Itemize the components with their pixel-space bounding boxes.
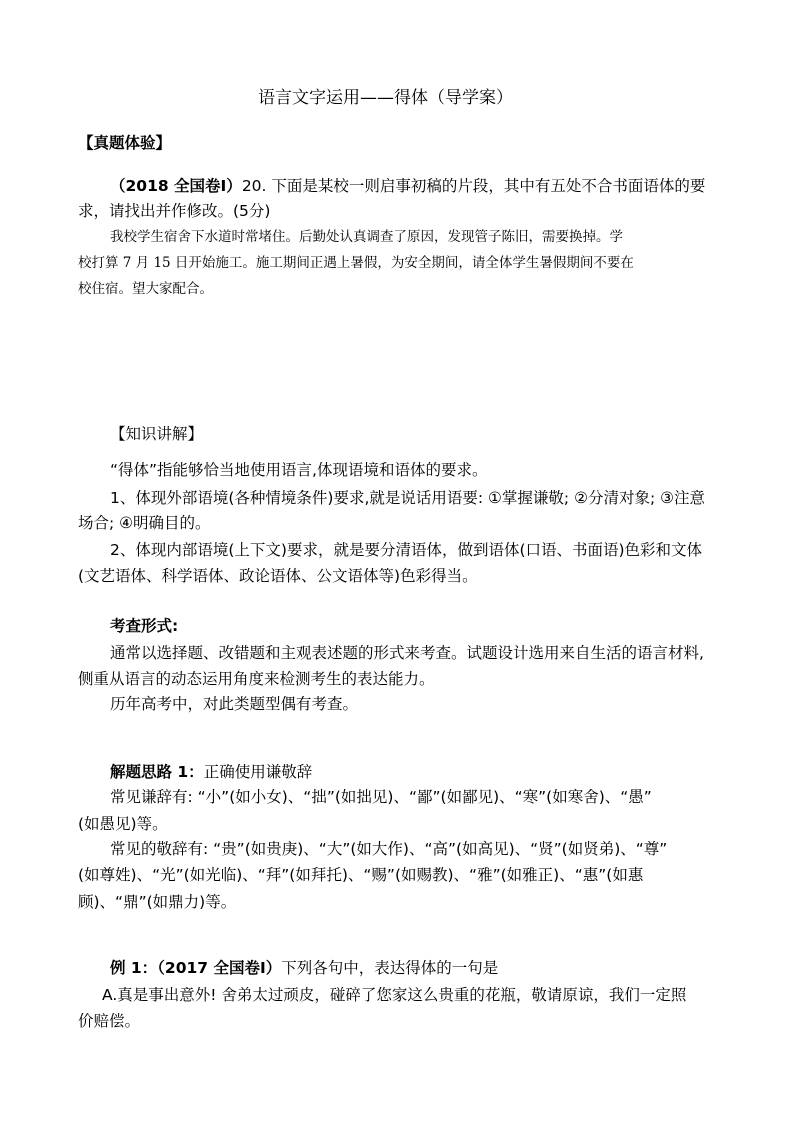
exam-form-line: 侧重从语言的动态运用角度来检测考生的表达能力。 [78, 670, 435, 688]
approach1-line: (如愚见)等。 [78, 815, 168, 833]
example1-option-a: A.真是事出意外! 舍弟太过顽皮，碰碎了您家这么贵重的花瓶，敬请原谅，我们一定照 [102, 986, 687, 1004]
section-heading-knowledge: 【知识讲解】 [110, 425, 204, 443]
knowledge-line: 1、体现外部语境(各种情境条件)要求,就是说话用语要: ①掌握谦敬; ②分清对象; ③注意 [110, 489, 706, 507]
exam-form-line: 通常以选择题、改错题和主观表述题的形式来考查。试题设计选用来自生活的语言材料, [110, 644, 704, 662]
example1-option-a-cont: 价赔偿。 [78, 1012, 141, 1030]
passage-line: 校住宿。望大家配合。 [78, 281, 213, 297]
approach1-line: 常见的敬辞有: “贵”(如贵庚)、“大”(如大作)、“高”(如高见)、“贤”(如贤弟)、“尊” [110, 840, 668, 858]
question-2018-source: （2018 全国卷Ⅰ） [110, 177, 242, 195]
exam-form-heading: 考查形式: [110, 617, 179, 635]
approach1-line: 常见谦辞有: “小”(如小女)、“拙”(如拙见)、“鄙”(如鄙见)、“寒”(如寒舍)、“愚” [110, 788, 652, 806]
question-2018-text: 20. 下面是某校一则启事初稿的片段，其中有五处不合书面语体的要 [241, 177, 706, 195]
passage-line: 校打算 7 月 15 日开始施工。施工期间正遇上暑假，为安全期间，请全体学生暑假期间不要在 [78, 255, 634, 271]
approach1-line: (如尊姓)、“光”(如光临)、“拜”(如拜托)、“赐”(如赐教)、“雅”(如雅正)、“惠”(如惠 [78, 866, 644, 884]
question-2018-line1 [110, 176, 705, 196]
knowledge-line: 2、体现内部语境(上下文)要求，就是要分清语体，做到语体(口语、书面语)色彩和文体 [110, 541, 703, 559]
exam-form-line: 历年高考中，对此类题型偶有考查。 [110, 695, 359, 713]
example1-line [110, 958, 498, 978]
knowledge-line: (文艺语体、科学语体、政论语体、公文语体等)色彩得当。 [78, 567, 478, 585]
passage-line: 我校学生宿舍下水道时常堵住。后勤处认真调查了原因，发现管子陈旧，需要换掉。学 [110, 229, 623, 245]
approach1-heading-rest: 正确使用谦敬辞 [203, 763, 313, 781]
knowledge-line: “得体”指能够恰当地使用语言,体现语境和语体的要求。 [110, 461, 488, 479]
approach1-line: 顾)、“鼎”(如鼎力)等。 [78, 893, 237, 911]
example1-question: 下列各句中，表达得体的一句是 [281, 959, 499, 977]
approach1-heading-line [110, 762, 312, 782]
knowledge-line: 场合; ④明确目的。 [78, 514, 211, 532]
example1-label: 例 1：（2017 全国卷Ⅰ） [110, 959, 282, 977]
section-heading-real-exam: 【真题体验】 [78, 134, 172, 152]
approach1-heading: 解题思路 1： [110, 763, 204, 781]
page-title: 语言文字运用——得体（导学案） [258, 88, 513, 108]
question-2018-line2: 求，请找出并作修改。(5分) [78, 202, 271, 220]
